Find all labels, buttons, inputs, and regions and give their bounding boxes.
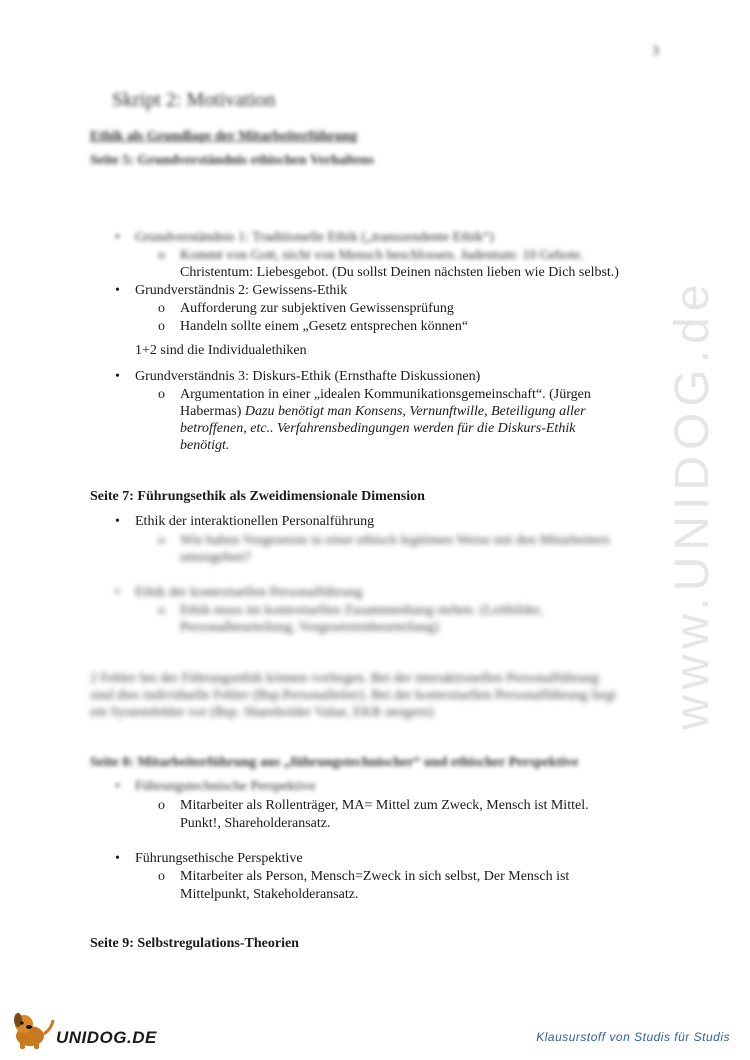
paragraph-line: sind dies individuelle Fehler (Bsp.Personalleiter). Bei der kontextuellen Personalführung liegt: [90, 688, 617, 703]
list-subitem: Aufforderung zur subjektiven Gewissensprüfung: [180, 301, 454, 316]
list-subitem-continued: Christentum: Liebesgebot. (Du sollst Deinen nächsten lieben wie Dich selbst.): [180, 265, 619, 280]
section-subheading: Seite 5: Grundverständnis ethischen Verhaltens: [90, 153, 374, 168]
bullet-icon: •: [115, 585, 120, 600]
sub-bullet-icon: o: [158, 387, 165, 402]
sub-bullet-icon: o: [158, 248, 165, 263]
list-subitem-continued: umzugehen?: [180, 550, 251, 565]
bullet-icon: •: [115, 851, 120, 866]
section-heading: Seite 8: Mitarbeiterführung aus „führungstechnischer“ und ethischer Perspektive: [90, 755, 579, 770]
bullet-icon: •: [115, 283, 120, 298]
bullet-icon: •: [115, 514, 120, 529]
plain-text: Habermas): [180, 404, 245, 419]
watermark: www.UNIDOG.de: [666, 278, 719, 730]
italic-text: Dazu benötigt man Konsens, Vernunftwille, Beteiligung aller: [244, 404, 586, 419]
section-heading: Seite 9: Selbstregulations-Theorien: [90, 936, 299, 951]
bullet-icon: •: [115, 779, 120, 794]
list-subitem-continued: betroffenen, etc.. Verfahrensbedingungen werden für die Diskurs-Ethik: [180, 421, 576, 436]
list-subitem-continued: Punkt!, Shareholderansatz.: [180, 816, 331, 831]
sub-bullet-icon: o: [158, 301, 165, 316]
section-heading: Ethik als Grundlage der Mitarbeiterführung: [90, 129, 358, 144]
sub-bullet-icon: o: [158, 869, 165, 884]
list-subitem: Kommt von Gott, nicht von Mensch beschlossen. Judentum: 10 Gebote.: [180, 248, 584, 263]
sub-bullet-icon: o: [158, 798, 165, 813]
list-subitem: Wie haben Vorgesetzte in einer ethisch legitimen Weise mit den Mitarbeitern: [180, 533, 610, 548]
list-subitem-continued: Mittelpunkt, Stakeholderansatz.: [180, 887, 359, 902]
note-text: 1+2 sind die Individualethiken: [135, 343, 307, 358]
page-number: 3: [652, 44, 659, 59]
sub-bullet-icon: o: [158, 533, 165, 548]
list-item: Grundverständnis 2: Gewissens-Ethik: [135, 283, 348, 298]
sub-bullet-icon: o: [158, 603, 165, 618]
list-subitem: Mitarbeiter als Person, Mensch=Zweck in sich selbst, Der Mensch ist: [180, 869, 570, 884]
list-item: Grundverständnis 3: Diskurs-Ethik (Ernsthafte Diskussionen): [135, 369, 481, 384]
logo-text: UNIDOG.DE: [56, 1028, 157, 1047]
paragraph-line: ein Systemfehler vor (Bsp. Shareholder Value, EKR steigern): [90, 705, 434, 720]
page-title: Skript 2: Motivation: [112, 89, 276, 111]
paragraph-line: 2 Fehler bei der Führungsethik können vorliegen. Bei der interaktionellen Personalführung: [90, 671, 599, 686]
list-item: Ethik der interaktionellen Personalführung: [135, 514, 375, 529]
list-subitem: Mitarbeiter als Rollenträger, MA= Mittel zum Zweck, Mensch ist Mittel.: [180, 798, 589, 813]
list-subitem: Handeln sollte einem „Gesetz entsprechen können“: [180, 319, 469, 334]
list-subitem-continued: [180, 403, 586, 421]
list-subitem: Ethik muss im kontextuellen Zusammenhang stehen. (Leitbilder,: [180, 603, 543, 618]
section-heading: Seite 7: Führungsethik als Zweidimensionale Dimension: [90, 489, 425, 504]
list-subitem-continued: Personalbeurteilung, Vorgesetztenbeurteilung): [180, 620, 439, 635]
list-subitem: Argumentation in einer „idealen Kommunikationsgemeinschaft“. (Jürgen: [180, 387, 591, 402]
list-item: Grundverständnis 1: Traditionelle Ethik („transzendente Ethik“): [135, 230, 494, 245]
list-item: Führungsethische Perspektive: [135, 851, 303, 866]
bullet-icon: •: [115, 369, 120, 384]
list-subitem-continued: benötigt.: [180, 438, 230, 453]
list-item: Führungstechnische Perspektive: [135, 779, 316, 794]
dog-logo-icon: [8, 1010, 56, 1050]
list-item: Ethik der kontextuellen Personalführung: [135, 585, 363, 600]
footer-tagline: Klausurstoff von Studis für Studis: [536, 1030, 730, 1044]
bullet-icon: •: [115, 230, 120, 245]
sub-bullet-icon: o: [158, 319, 165, 334]
